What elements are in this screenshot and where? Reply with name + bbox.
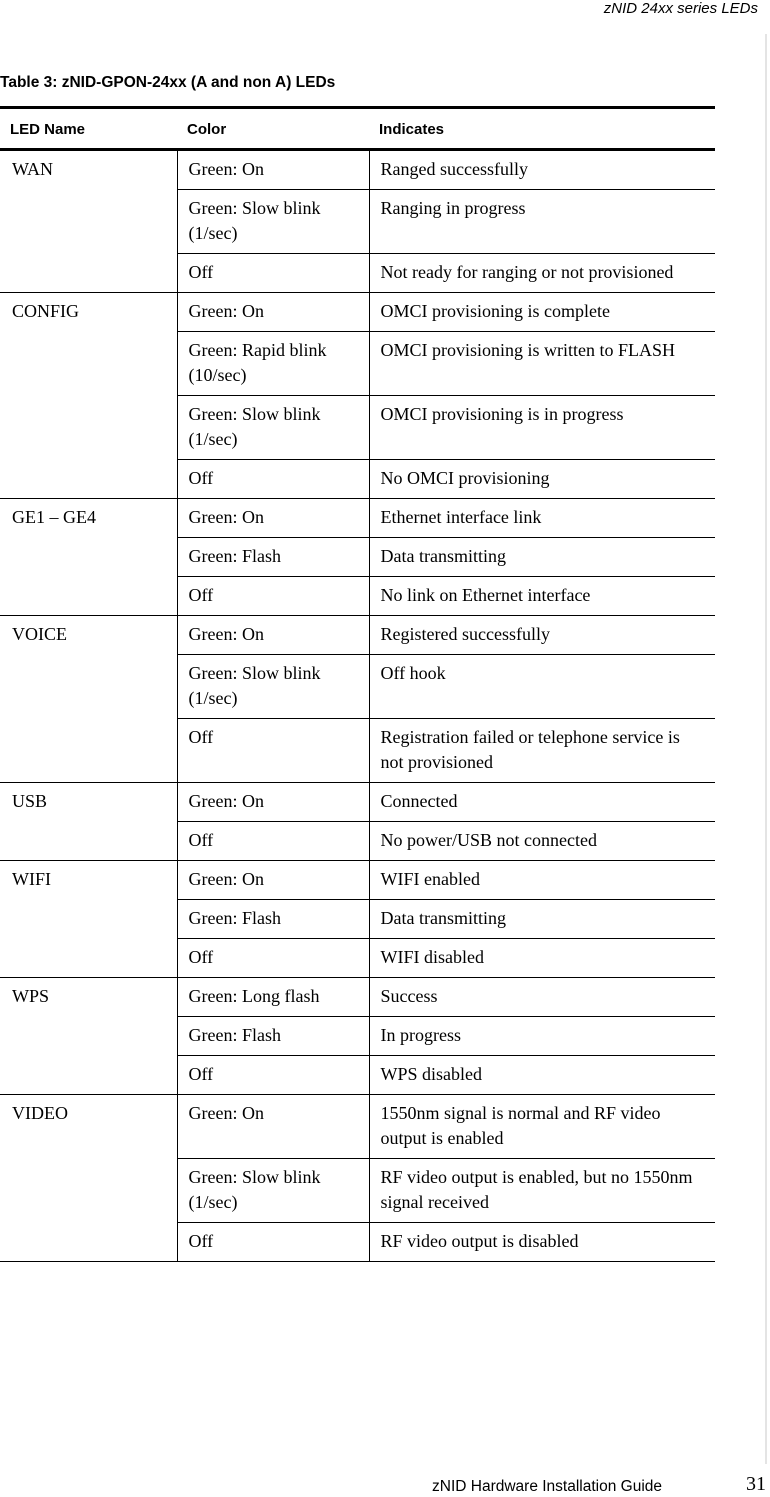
indicates-cell: RF video output is disabled [380, 1231, 579, 1251]
indicates-cell: WPS disabled [380, 1064, 482, 1084]
led-name-cell: CONFIG [0, 293, 177, 499]
color-cell: Green: Flash [177, 538, 369, 577]
column-header-led-name: LED Name [10, 120, 86, 138]
table-row [0, 293, 715, 332]
indicates-cell: OMCI provisioning is complete [380, 301, 610, 321]
color-cell: Green: Slow blink (1/sec) [177, 1159, 369, 1223]
indicates-cell: Off hook [380, 663, 446, 683]
color-cell: Green: Flash [177, 1017, 369, 1056]
color-cell: Green: On [177, 616, 369, 655]
table-row [0, 616, 715, 655]
table-caption: Table 3: zNID-GPON-24xx (A and non A) LEDs [0, 74, 336, 91]
color-cell: Off [177, 822, 369, 861]
indicates-cell: Data transmitting [380, 908, 506, 928]
running-header: zNID 24xx series LEDs [603, 0, 758, 17]
color-cell: Off [177, 939, 369, 978]
indicates-cell: No link on Ethernet interface [380, 585, 591, 605]
color-cell: Off [177, 577, 369, 616]
color-cell: Green: Slow blink (1/sec) [177, 190, 369, 254]
column-header-indicates: Indicates [379, 120, 445, 138]
indicates-cell: Success [380, 986, 438, 1006]
color-cell: Green: On [177, 499, 369, 538]
color-cell: Green: Flash [177, 900, 369, 939]
table-row [0, 861, 715, 900]
indicates-cell: OMCI provisioning is written to FLASH [380, 340, 676, 360]
color-cell: Green: On [177, 150, 369, 190]
indicates-cell: WIFI enabled [380, 869, 480, 889]
margin-rule [765, 34, 767, 1464]
table-row [0, 978, 715, 1017]
color-cell: Green: Slow blink (1/sec) [177, 655, 369, 719]
led-name-cell: WPS [0, 978, 177, 1095]
led-name-cell: GE1 – GE4 [0, 499, 177, 616]
page-number: 31 [746, 1473, 766, 1495]
color-cell: Green: Slow blink (1/sec) [177, 396, 369, 460]
indicates-cell: Ethernet interface link [380, 507, 542, 527]
indicates-cell: Not ready for ranging or not provisioned [380, 262, 674, 282]
table-row [0, 150, 715, 190]
color-cell: Off [177, 460, 369, 499]
color-cell: Off [177, 1223, 369, 1262]
indicates-cell: Connected [380, 791, 458, 811]
color-cell: Green: On [177, 861, 369, 900]
indicates-cell: Registration failed or telephone service is not provisioned [380, 727, 680, 772]
led-name-cell: VOICE [0, 616, 177, 783]
indicates-cell: 1550nm signal is normal and RF video output is enabled [380, 1103, 661, 1148]
led-name-cell: WAN [0, 150, 177, 293]
indicates-cell: No power/USB not connected [380, 830, 597, 850]
color-cell: Green: On [177, 1095, 369, 1159]
indicates-cell: RF video output is enabled, but no 1550nm signal received [380, 1167, 693, 1212]
footer-guide-title: zNID Hardware Installation Guide [432, 1478, 663, 1495]
table-header [0, 108, 715, 150]
indicates-cell: Data transmitting [380, 546, 506, 566]
indicates-cell: In progress [380, 1025, 461, 1045]
indicates-cell: Ranging in progress [380, 198, 526, 218]
indicates-cell: No OMCI provisioning [380, 468, 550, 488]
color-cell: Green: Long flash [177, 978, 369, 1017]
indicates-cell: WIFI disabled [380, 947, 484, 967]
indicates-cell: Registered successfully [380, 624, 550, 644]
header-row [0, 108, 715, 150]
color-cell: Green: On [177, 293, 369, 332]
led-table [0, 106, 715, 1262]
color-cell: Green: Rapid blink (10/sec) [177, 332, 369, 396]
indicates-cell: OMCI provisioning is in progress [380, 404, 624, 424]
color-cell: Green: On [177, 783, 369, 822]
column-header-color: Color [187, 120, 227, 138]
indicates-cell: Ranged successfully [380, 159, 528, 179]
table-row [0, 499, 715, 538]
table-row [0, 1095, 715, 1159]
led-name-cell: WIFI [0, 861, 177, 978]
table-body [0, 150, 715, 1262]
led-name-cell: VIDEO [0, 1095, 177, 1262]
led-name-cell: USB [0, 783, 177, 861]
color-cell: Off [177, 1056, 369, 1095]
color-cell: Off [177, 719, 369, 783]
table-row [0, 783, 715, 822]
color-cell: Off [177, 254, 369, 293]
